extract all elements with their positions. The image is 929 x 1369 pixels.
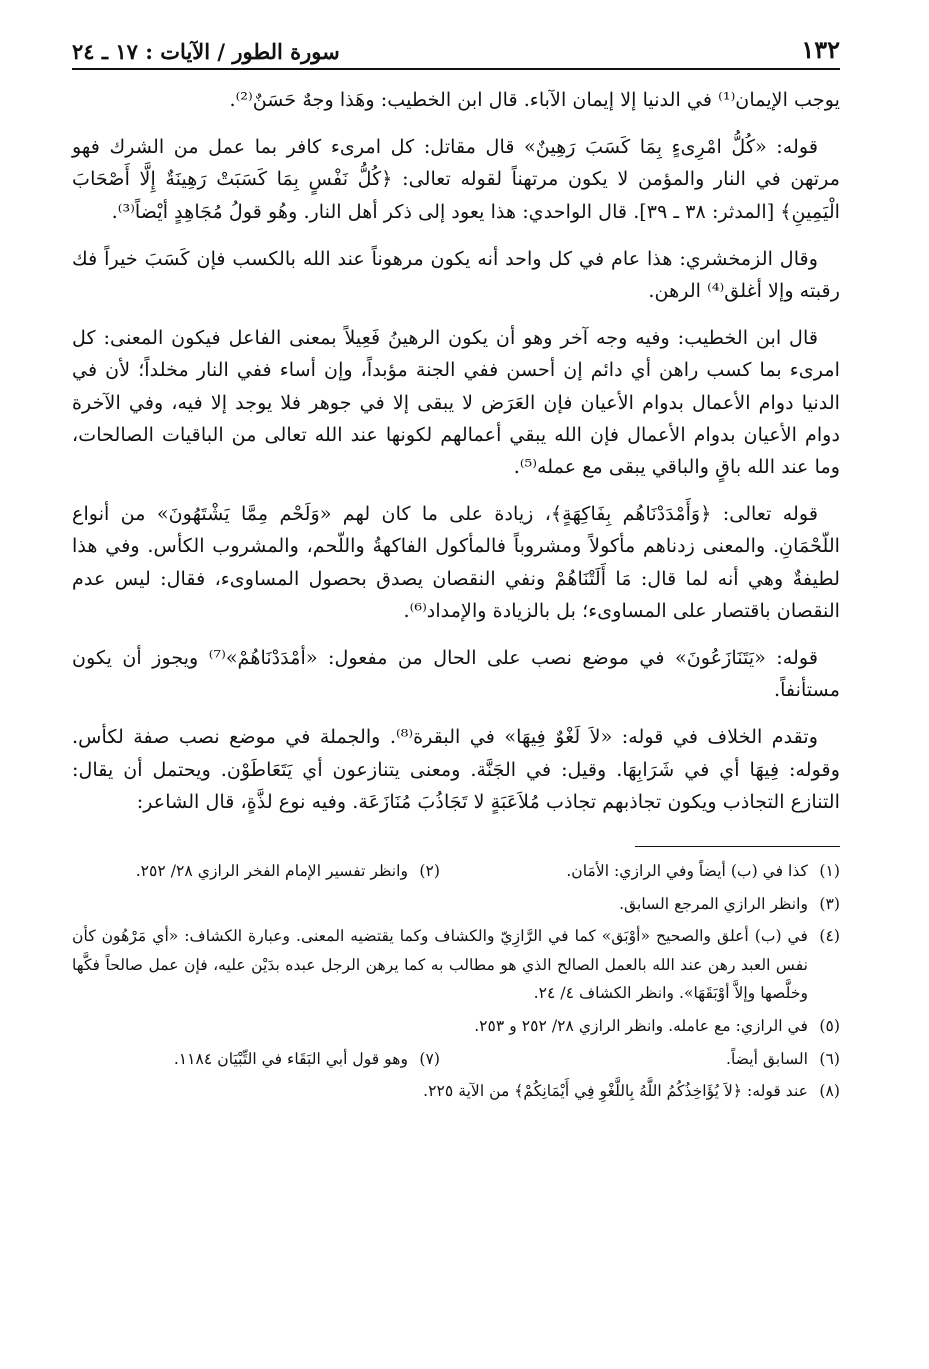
footnote-number: (٣): [819, 894, 840, 913]
header-title: سورة الطور / الآيات : ١٧ ـ ٢٤: [72, 39, 340, 64]
footnote-separator: [635, 846, 840, 847]
footnote-number: (٦): [819, 1049, 840, 1068]
paragraph-1: يوجب الإيمان⁽¹⁾ في الدنيا إلا إيمان الآباء. قال ابن الخطيب: وهَذا وجهٌ حَسَنٌ⁽²⁾.: [229, 88, 840, 111]
paragraph-5: قوله تعالى: ﴿وَأَمْدَدْنَاهُم بِفَاكِهَةٍ﴾، زيادة على ما كان لهم «وَلَحْم مِمَّا يَشْتَهُونَ» من أنواع اللّحْمَانِ. والمعنى زدناهم مأكولاً ومشروباً فالمأكول الفاكهةُ واللّحم، والمشروب الكأس. وفي هذا لطيفةٌ وهي أنه لما قال: مَا أَلَتْنَاهُمْ ونفي النقصان يصدق بحصول المساوىء، فقال: ليس عدم النقصان باقتصار على المساوىء؛ بل بالزيادة والإمداد⁽⁶⁾.: [72, 502, 840, 622]
main-text: [72, 84, 840, 818]
paragraph-6: قوله: «يَتَنَازَعُونَ» في موضع نصب على الحال من مفعول: «أمْدَدْنَاهُمْ»⁽⁷⁾ ويجوز أن يكون مستأنفاً.: [72, 646, 840, 702]
page-number: ١٣٢: [801, 35, 840, 64]
footnote-number: (٧): [419, 1049, 440, 1068]
paragraph-3: وقال الزمخشري: هذا عام في كل واحد أنه يكون مرهوناً عند الله بالكسب فإن كَسَبَ خيراً فك رقبته وإلا أغلق⁽⁴⁾ الرهن.: [72, 246, 840, 303]
footnotes: [72, 857, 840, 1106]
footnote-6: السابق أيضاً.: [726, 1049, 808, 1068]
footnote-number: (٢): [419, 862, 440, 881]
footnote-row-5: [72, 1012, 840, 1041]
footnote-row-3: [72, 890, 840, 919]
footnote-1: كذا في (ب) أيضاً وفي الرازي: الأمَان.: [566, 862, 808, 881]
footnote-row-8: [72, 1077, 840, 1106]
footnote-2: وانظر تفسير الإمام الفخر الرازي ٢٨/ ٢٥٢.: [135, 862, 408, 881]
page: [72, 28, 840, 1110]
footnote-number: (٤): [819, 927, 840, 946]
paragraph-4: قال ابن الخطيب: وفيه وجه آخر وهو أن يكون الرهينُ فَعِيلاً بمعنى الفاعل فيكون المعنى: كل امرىء بما كسب راهن أي دائم إن أحسن ففي الجنة مؤبداً، وإن أساء ففي النار مخلداً؛ لأن في الدنيا دوام الأعمال بدوام الأعيان فإن العَرَض لا يبقى إلا في جوهر فلا يوجد إلا فيه، وفي الآخرة دوام الأعيان بدوام الأعمال فإن الله يبقي أعمالهم لكونها عند الله تعالى من الباقيات الصالحات، وما عند الله باقٍ والباقي يبقى مع عمله⁽⁵⁾.: [72, 326, 840, 479]
running-header: [72, 28, 840, 70]
footnote-5: في الرازي: مع عامله. وانظر الرازي ٢٨/ ٢٥٢ و ٢٥٣.: [474, 1017, 808, 1036]
footnote-row-6-7: [72, 1045, 840, 1074]
paragraph-7: وتقدم الخلاف في قوله: «لاَ لَغْوٌ فِيهَا» في البقرة⁽⁸⁾. والجملة في موضع نصب صفة لكأس. وقوله: فِيهَا أي في شَرَابِهَا. وقيل: في الجَنَّة. ومعنى يتنازعون أي يَتَعَاطَوْن. ويحتمل أن يقال: التنازع التجاذب ويكون تجاذبهم تجاذب مُلاَعَبَةٍ لا تَجَاذُبَ مُنَازَعَة. وفيه نوع لذَّةٍ، قال الشاعر:: [72, 725, 840, 813]
footnote-8: عند قوله: ﴿لاَ يُؤَاخِذُكُمُ اللَّهُ بِاللَّغْوِ فِي أَيْمَانِكُمْ﴾ من الآية ٢٢٥.: [423, 1082, 808, 1101]
paragraph-2: قوله: «كُلُّ امْرِىءٍ بِمَا كَسَبَ رَهِينٌ» قال مقاتل: كل امرىء كافر بما عمل من الشرك فهو مرتهن في النار والمؤمن لا يكون مرتهناً لقوله تعالى: ﴿كُلُّ نَفْسٍ بِمَا كَسَبَتْ رَهِينَةٌ إِلَّا أَصْحَابَ الْيَمِينِ﴾ [المدثر: ٣٨ ـ ٣٩]. قال الواحدي: هذا يعود إلى ذكر أهل النار. وهُو قولُ مُجَاهِدٍ أيْضاً⁽³⁾.: [72, 135, 840, 223]
footnote-7: وهو قول أبي البَقَاء في التِّبْيَان ١١٨٤.: [173, 1049, 408, 1068]
footnote-number: (٨): [819, 1082, 840, 1101]
footnote-number: (١): [819, 862, 840, 881]
footnote-4: في (ب) أعلق والصحيح «أوْبَق» كما في الرَّازِيّ والكشاف وكما يقتضيه المعنى. وعبارة الكشاف: «أي مَرْهُون كأن نفس العبد رهن عند الله بالعمل الصالح الذي هو مطالب به كما يرهن الرجل عبده بدَيْن عليه، فإن عمل صالحاً فكَّها وخلَّصها وإلاَّ أوْبَقَهَا». وانظر الكشاف ٤/ ٢٤.: [72, 927, 808, 1003]
footnote-number: (٥): [819, 1017, 840, 1036]
footnote-row-4: [72, 922, 840, 1008]
footnote-row-1-2: [72, 857, 840, 886]
footnote-3: وانظر الرازي المرجع السابق.: [619, 894, 808, 913]
